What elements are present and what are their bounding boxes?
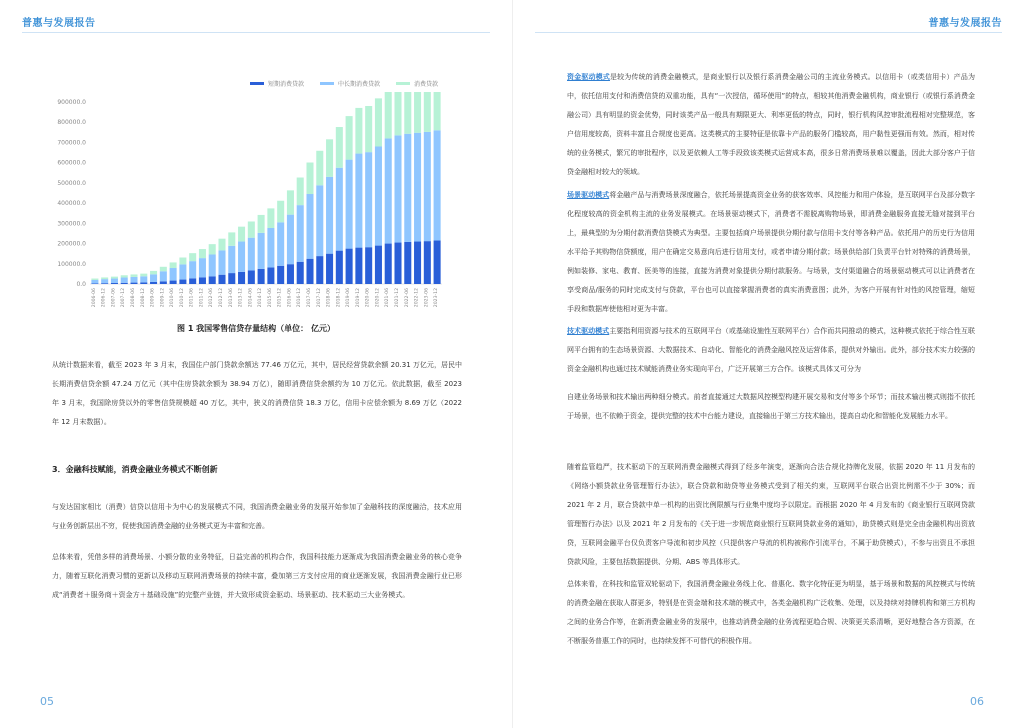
bar-segment [258,215,265,233]
x-tick-label: 2008-06 [131,288,136,308]
bar-segment [111,277,118,279]
running-header: 普惠与发展报告 [928,18,1002,29]
bar-segment [336,168,343,251]
bar-segment [199,277,206,284]
bar-segment [434,130,441,240]
bar-segment [238,272,245,284]
bar-segment [179,264,186,279]
bar-segment [130,277,137,283]
bar-segment [277,222,284,265]
x-tick-label: 2017-06 [307,288,312,308]
bar-segment [394,92,401,135]
bar-segment [101,279,108,283]
bar-segment [121,278,128,283]
running-header: 普惠与发展报告 [22,18,96,29]
bar-segment [101,277,108,279]
x-tick-label: 2009-12 [160,288,166,308]
x-tick-label: 2022-06 [404,288,410,308]
bar-segment [218,275,225,284]
paragraph: 总体来看，凭借多样的消费场景、小额分散的业务特征，日益完善的机构合作，我国科技能力逐渐成为我国消费金融业务的核心竞争力，随着互联化消费习惯的更新以及移动互联网消费场景的持续丰富，叠加第三方支付应用的商业逐渐发展，我国消费金融行业已形成“消费者＋服务商＋资金方＋基础设施”的完整产业链，并大致形成资金驱动、场景驱动、技术驱动三大业务模式。 [52,553,462,599]
y-tick-label: 900000.0 [57,99,86,106]
x-tick-label: 2014-12 [258,288,264,308]
keyword-link[interactable]: 资金驱动模式 [567,73,610,81]
bar-segment [170,262,177,268]
legend-item [396,79,438,88]
bar-segment [228,232,235,245]
bar-segment [287,190,294,214]
bar-segment [375,98,382,146]
paragraph-text: 是较为传统的消费金融模式，是商业银行以及银行系消费金融公司的主流业务模式。以信用卡（或类信用卡）产品为中，依托信用支付和消费信贷的双重功能，具有“一次授信，循环使用”的特点，相较其他消费金融机构，商业银行（或银行系消费金融公司）具有明显的资金优势，同时该类产品一般具有期限更大、利率更低的特点，同时，银行机构风控审批流程相对完整规范，客户信用度较高，资料丰富且合规度也更高。这类模式的主要特征是依靠卡产品的服务门槛较高，用户黏性更强而有效。然而，相对传统的业务模式，繁冗的审批程序，以及更依赖人工等手段致该类模式运营成本高，很多日常消费场景难以覆盖，因此大部分客户于信贷金融相对较大的领域。 [567,73,976,176]
bar-segment [375,146,382,245]
legend-swatch [396,82,410,85]
bar-segment [238,227,245,242]
bar-segment [179,258,186,265]
x-tick-label: 2022-12 [414,288,420,308]
figure-caption: 图 1 我国零售信贷存量结构（单位： 亿元） [177,324,335,333]
y-tick-label: 100000.0 [57,260,86,268]
bar-segment [297,205,304,262]
x-tick-label: 2021-06 [385,288,391,308]
bar-segment [170,268,177,281]
bar-segment [238,242,245,272]
y-tick-label: 700000.0 [57,139,86,147]
keyword-link[interactable]: 技术驱动模式 [567,327,610,335]
legend-label: 短期消费贷款 [268,81,305,88]
bar-segment [394,135,401,242]
bar-segment [150,282,157,284]
y-tick-label: 300000.0 [57,220,86,228]
paragraph: 总体来看，在科技和监管双轮驱动下，我国消费金融业务线上化、普惠化、数字化特征更为明显，基于场景和数据的风控模式与传统的消费金融在获取人群更多，特别是在资金端和技术端的模式中，各类金融机构广泛收集、处理，以及持续对持牌机构和第三方机构之间的业务合作等，在新消费金融业务的发展中，也推动消费金融的业务流程更趋合规、决策更关系清晰，更好地整合各方资源，在不断服务普惠工作的同时，也持续发挥不可替代的积极作用。 [567,580,975,645]
bar-segment [111,279,118,283]
x-tick-label: 2013-12 [238,288,244,308]
paragraph-text: 将金融产品与消费场景深度融合，依托场景提高资金业务的获客效率、风控能力和用户体验，是互联网平台及部分数字化程度较高的资金机构主流的业务发展模式。在场景驱动模式下，消费者不需脱离购物场景，即消费金融服务直接无缝对接到平台上，最典型的为分期付款消费信贷模式为典型。主要包括商户场景提供分期付款与信用卡支付等各种产品。依托用户的历史行为信用水平给予其购物信贷额度，用户在确定交易意向后进行信用支付，或者申请分期付款；场景供给部门负责平台针对特殊的消费场景，例如装修、家电、教育、医美等的连接，直接为消费对象提供分期付款服务。与场景，支付渠道融合的场景驱动模式可以让消费者在享受商品/服务的同时完成支付与贷款，平台也可以直接掌握消费者的真实消费意图；此外，为客户开展有针对性的风控管理，缩短手段和数据库使他相对更为丰富。 [567,191,976,313]
bar-segment [287,264,294,284]
bar-segment [355,248,362,284]
bar-segment [424,92,431,132]
bar-segment [267,267,274,284]
bar-segment [228,246,235,273]
x-tick-label: 2007-12 [121,288,127,308]
bar-segment [306,194,313,259]
legend-swatch [320,82,334,85]
x-tick-label: 2006-06 [91,288,97,308]
x-tick-label: 2015-06 [267,288,273,308]
x-tick-label: 2023-12 [434,288,440,308]
x-tick-label: 2006-12 [101,288,107,308]
y-tick-label: 400000.0 [57,200,86,208]
bar-segment [258,233,265,269]
bar-segment [414,92,421,133]
x-tick-label: 2007-06 [111,288,117,308]
bar-segment [404,134,411,242]
y-tick-label: 200000.0 [57,240,86,248]
x-tick-label: 2013-06 [228,288,234,308]
bar-segment [306,259,313,284]
legend-label: 中长期消费贷款 [338,81,381,88]
bar-segment [248,238,255,271]
bar-segment [365,106,372,152]
bar-segment [394,243,401,284]
bar-segment [189,253,196,261]
bar-segment [91,279,98,280]
bar-segment [248,221,255,237]
bar-segment [424,132,431,241]
bar-segment [434,92,441,130]
y-tick-label: 0.0 [76,281,86,288]
x-tick-label: 2020-12 [375,288,381,308]
x-tick-label: 2023-06 [424,288,430,308]
x-tick-label: 2010-06 [170,288,176,308]
paragraph: 从统计数据来看，截至 2023 年 3 月末，我国住户部门贷款余额达 77.46 万亿元，其中，居民经营贷款余额 20.31 万亿元，居民中长期消费信贷余额 47.24 万亿元（其中住房贷款余额为 38.94 万亿），随即消费信贷余额约为 10 万亿元。依此数据，截至 2023 年 3 月末，我国除房贷以外的零售信贷规模超 40 万亿，其中，狭义的消费信贷 18.3 万亿，信用卡应偿余额为 8.69 万亿（2022 年 12 月末数据）。 [52,361,462,426]
bar-segment [248,270,255,284]
x-tick-label: 2016-06 [287,288,293,308]
right-page [512,0,1024,728]
bar-segment [375,246,382,284]
bar-segment [316,185,323,256]
bar-segment [189,278,196,284]
bar-segment [424,241,431,284]
x-tick-label: 2020-06 [365,288,371,308]
x-tick-label: 2019-12 [355,288,361,308]
x-tick-label: 2012-06 [209,288,215,308]
bar-segment [267,228,274,267]
stacked-bar-chart [50,92,450,317]
bar-segment [199,258,206,277]
header-rule [22,32,490,33]
bar-segment [91,280,98,283]
bar-segment [189,261,196,278]
legend-label: 消费贷款 [414,81,439,88]
bar-segment [130,283,137,284]
x-tick-label: 2012-12 [219,288,224,308]
x-tick-label: 2009-06 [150,288,156,308]
bar-segment [218,239,225,251]
bar-segment [140,274,147,277]
bar-segment [179,280,186,284]
bar-segment [160,271,167,281]
paragraph-text: 主要指利用资源与技术的互联网平台（或基础设施性互联网平台）合作而共同推动的模式，这种模式依托于综合性互联网平台拥有的生态场景资源、大数据技术、自动化、智能化的消费金融风控及运营体系，提供对外输出。此外，部分技术实力较强的资金金融机构也通过技术赋能消费业务实现向平台，广泛开展第三方合作。该模式具体又可分为 [567,327,976,373]
legend-item [250,79,304,88]
bar-segment [326,254,333,284]
bar-segment [434,241,441,284]
bar-segment [306,163,313,195]
bar-segment [121,283,128,284]
bar-segment [218,250,225,274]
x-tick-label: 2008-12 [140,288,146,308]
page-number: 06 [970,695,984,708]
bar-segment [316,256,323,284]
bar-segment [346,160,353,249]
bar-segment [355,154,362,248]
bar-segment [121,275,128,277]
chart-legend [250,79,438,88]
x-tick-label: 2016-12 [297,288,303,308]
x-tick-label: 2015-12 [277,288,283,308]
x-tick-label: 2011-12 [199,288,205,308]
bar-segment [150,271,157,274]
y-tick-label: 500000.0 [57,179,86,187]
x-tick-label: 2018-12 [336,288,342,308]
bar-segment [277,266,284,284]
bar-segment [404,92,411,134]
bar-segment [297,262,304,284]
bar-segment [150,274,157,282]
bar-segment [336,251,343,284]
bar-segment [287,215,294,265]
bar-segment [140,282,147,284]
x-tick-label: 2021-12 [395,288,400,308]
bar-segment [365,152,372,247]
paragraph: 随着监管趋严，技术驱动下的互联网消费金融模式得到了经多年演变，逐渐向合法合规化持牌化发展，依据 2020 年 11 月发布的《网络小额贷款业务管理暂行办法》，联合贷款和助贷等业务模式受到了相关约束，互联网平台联合出资比例需不少于 30%；而 2021 年 2 月，联合贷款中单一机构的出资比例限额与行业集中度均予以限定。而根据 2020 年 4 月发布的《商业银行互联网贷款管理暂行办法》以及 2021 年 2 月发布的《关于进一步规范商业银行互联网贷款业务的通知》，助贷模式则是完全由金融机构出资放贷，互联网金融平台仅负责客户导流和初步风控（只提供客户导流的机构被称作引流平台，不属于助贷模式），不参与出资且不承担贷款风险，主要包括数据提供、分期、ABS 等具体形式。 [567,463,975,566]
keyword-link[interactable]: 场景驱动模式 [567,191,610,199]
bar-segment [355,108,362,154]
bar-segment [326,139,333,177]
bar-segment [209,276,216,284]
bar-segment [267,208,274,228]
x-tick-label: 2017-12 [316,288,322,308]
bar-segment [277,201,284,223]
bar-segment [160,267,167,271]
bar-segment [160,281,167,284]
section-heading: 3．金融科技赋能，消费金融业务模式不断创新 [52,465,218,474]
bar-segment [414,242,421,284]
legend-swatch [250,82,264,85]
bar-segment [91,283,98,284]
bar-segment [130,274,137,276]
bar-segment [209,244,216,254]
paragraph [567,322,975,379]
x-tick-label: 2018-06 [326,288,332,308]
y-tick-label: 600000.0 [57,159,86,167]
bar-segment [346,249,353,284]
bar-segment [414,133,421,242]
bar-segment [385,92,392,138]
bar-segment [258,269,265,284]
y-tick-label: 800000.0 [57,119,86,127]
bar-segment [209,254,216,276]
paragraph: 与发达国家相比（消费）信贷以信用卡为中心的发展模式不同，我国消费金融业务的发展开始参加了金融科技的深度融洽，技术应用与业务创新层出不穷，促使我国消费金融的业务模式更为丰富和完善。 [52,503,462,530]
bar-segment [297,178,304,206]
paragraph [567,186,975,319]
bar-segment [111,283,118,284]
paragraph: 自建业务场景和技术输出两种细分模式。前者直接通过大数据风控模型构建开展交易和支付等多个环节；而技术输出模式则指不依托于场景，也不依赖于资金，提供完整的技术中台能力建设，直接输出于第三方技术输出，提高自动化和智能化发展能力水平。 [567,393,975,420]
bar-segment [346,116,353,160]
bar-segment [170,281,177,284]
bar-segment [228,273,235,284]
header-rule [535,32,1002,33]
x-tick-label: 2014-06 [248,288,254,308]
bar-segment [101,283,108,284]
page-number: 05 [40,695,54,708]
x-tick-label: 2010-12 [179,288,185,308]
bar-segment [326,177,333,254]
bar-segment [385,138,392,243]
bar-segment [140,276,147,282]
bar-segment [385,244,392,284]
bar-segment [404,242,411,284]
x-tick-label: 2019-06 [346,288,352,308]
x-tick-label: 2011-06 [189,288,195,308]
paragraph [567,68,975,182]
bar-segment [199,249,206,258]
bar-segment [316,151,323,186]
bar-segment [336,127,343,168]
bar-segment [365,247,372,284]
legend-item [320,79,380,88]
